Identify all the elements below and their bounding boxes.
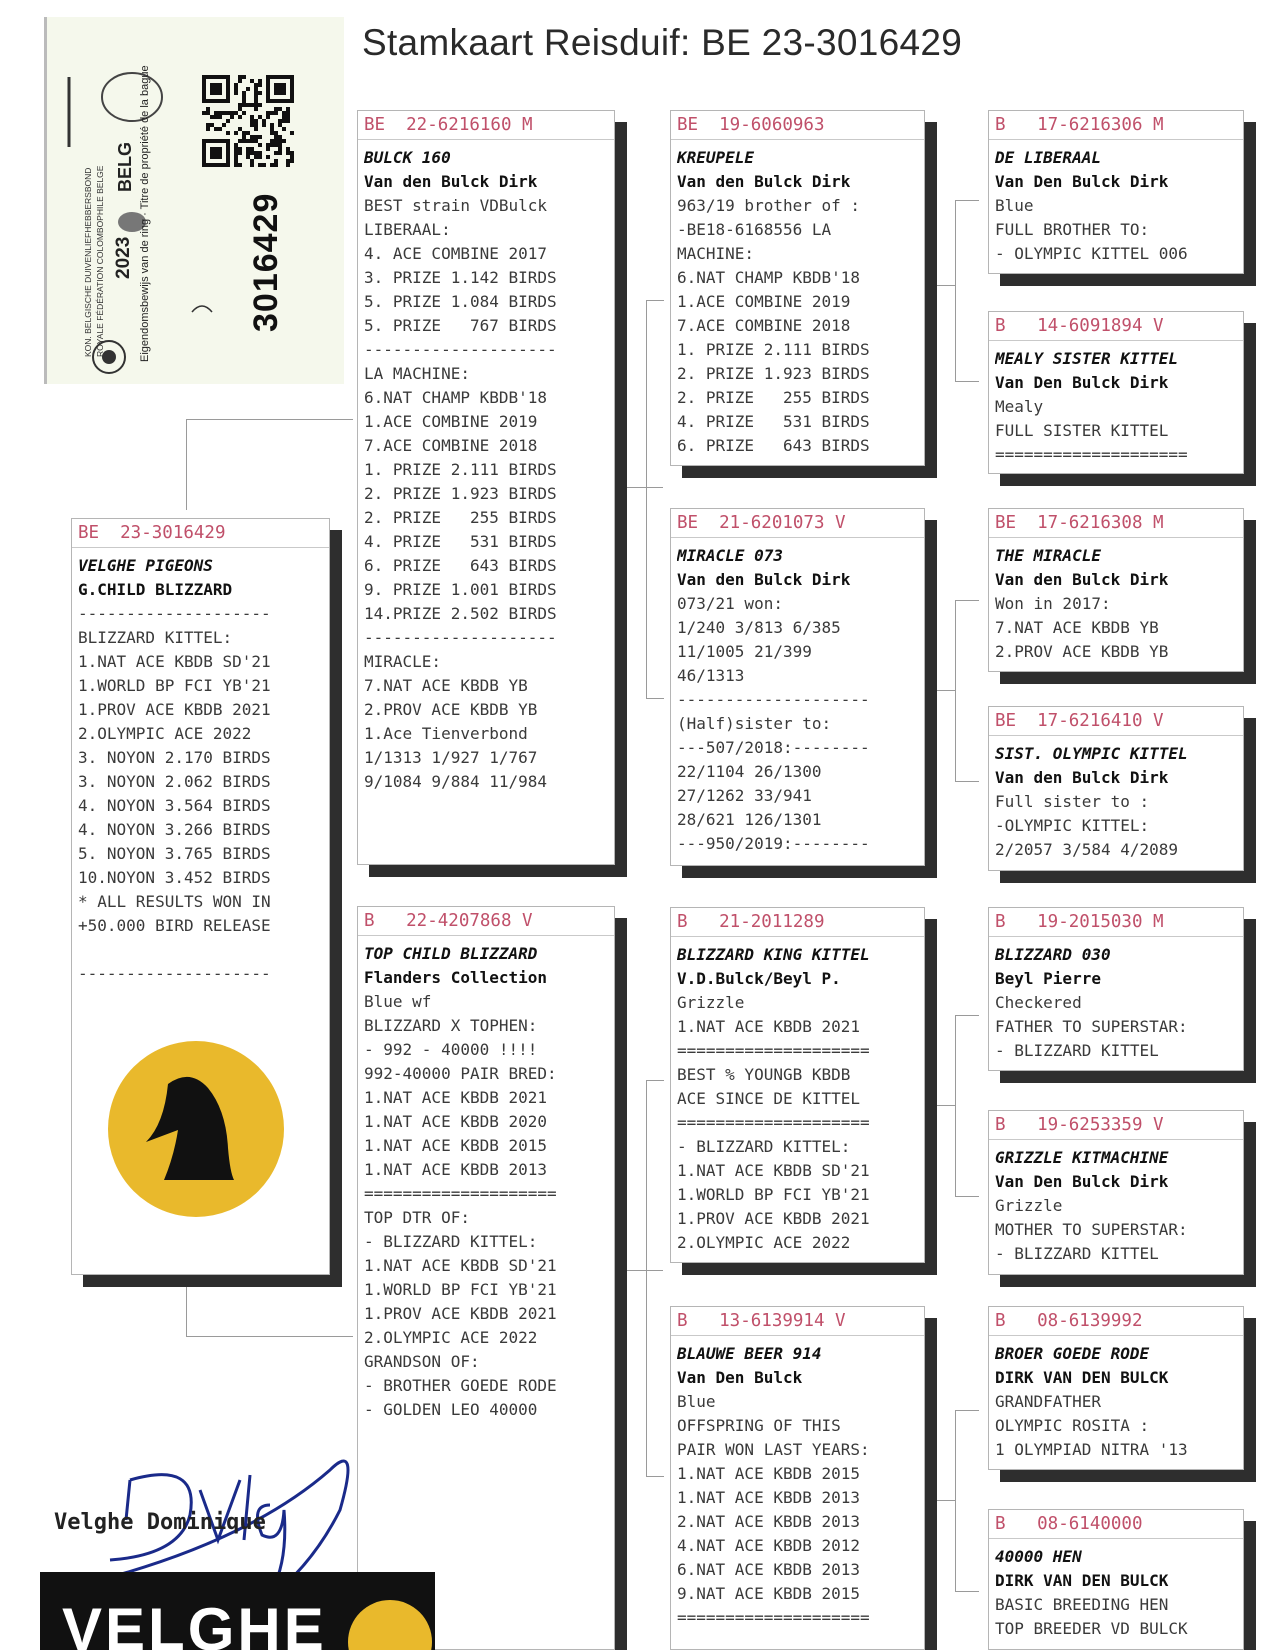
card-line: 963/19 brother of : — [677, 196, 861, 215]
card-line: 9/1084 9/884 11/984 — [364, 772, 548, 791]
pigeon-name: KREUPELE — [677, 148, 755, 167]
card-body — [989, 937, 1243, 1063]
card-body — [989, 341, 1243, 467]
card-line: LA MACHINE: — [364, 364, 470, 383]
ring-number-header: B 13-6139914 V — [671, 1307, 924, 1336]
card-line: 1. PRIZE 2.111 BIRDS — [364, 460, 557, 479]
pigeon-name: BLIZZARD KING KITTEL — [677, 945, 870, 964]
card-line: - BLIZZARD KITTEL — [995, 1041, 1159, 1060]
card-body — [989, 1336, 1243, 1462]
card-line: 1.NAT ACE KBDB SD'21 — [78, 652, 271, 671]
breeder-name: Van den Bulck Dirk — [677, 172, 851, 191]
pigeon-name: 40000 HEN — [995, 1547, 1082, 1566]
card-line: 1 OLYMPIAD NITRA '13 — [995, 1440, 1188, 1459]
card-line: 1.NAT ACE KBDB 2013 — [364, 1160, 548, 1179]
connector-ff-stem — [933, 285, 955, 287]
breeder-name: Van den Bulck Dirk — [995, 570, 1169, 589]
card-line: 1.PROV ACE KBDB 2021 — [78, 700, 271, 719]
card-line: ==================== — [364, 1184, 557, 1203]
card-line: Won in 2017: — [995, 594, 1111, 613]
card-line: 2. PRIZE 1.923 BIRDS — [677, 364, 870, 383]
card-line: 3. NOYON 2.062 BIRDS — [78, 772, 271, 791]
card-line: Full sister to : — [995, 792, 1150, 811]
card-line: Blue wf — [364, 992, 432, 1011]
card-line: 1.ACE COMBINE 2019 — [677, 292, 851, 311]
card-line: +50.000 BIRD RELEASE — [78, 916, 271, 935]
card-line: 1.WORLD BP FCI YB'21 — [78, 676, 271, 695]
card-line: 1.NAT ACE KBDB 2015 — [364, 1136, 548, 1155]
card-line: -------------------- — [677, 690, 870, 709]
ring-year: 2023 — [113, 236, 134, 279]
card-line: 2.OLYMPIC ACE 2022 — [364, 1328, 538, 1347]
pedigree-card-mother-mother — [670, 1306, 925, 1650]
signature-name: Velghe Dominique — [54, 1510, 266, 1535]
card-line: 1.WORLD BP FCI YB'21 — [677, 1185, 870, 1204]
card-line: * ALL RESULTS WON IN — [78, 892, 271, 911]
pedigree-card-mmm — [988, 1509, 1244, 1650]
card-line: 1/1313 1/927 1/767 — [364, 748, 538, 767]
connector-mf-stem — [933, 1105, 955, 1107]
card-line: ==================== — [995, 445, 1188, 464]
card-body — [358, 140, 614, 794]
card-line: -------------------- — [78, 604, 271, 623]
card-line: 2.PROV ACE KBDB YB — [995, 642, 1169, 661]
card-line: ==================== — [677, 1113, 870, 1132]
ring-number-header: B 17-6216306 M — [989, 111, 1243, 140]
card-line: 2.OLYMPIC ACE 2022 — [677, 1233, 851, 1252]
card-line: 2.PROV ACE KBDB YB — [364, 700, 538, 719]
card-line: ==================== — [677, 1041, 870, 1060]
card-line: ---950/2019:-------- — [677, 834, 870, 853]
breeder-name: Van Den Bulck Dirk — [995, 1172, 1169, 1191]
card-line: -------------------- — [364, 628, 557, 647]
ring-number: 3016429 — [247, 192, 285, 332]
ring-certificate — [44, 17, 344, 384]
page-title: Stamkaart Reisduif: BE 23-3016429 — [362, 22, 963, 63]
pedigree-card-mfm — [988, 1110, 1244, 1275]
card-line: 22/1104 26/1300 — [677, 762, 822, 781]
card-body — [989, 736, 1243, 862]
card-line: TOP DTR OF: — [364, 1208, 470, 1227]
card-line: 28/621 126/1301 — [677, 810, 822, 829]
card-line: - BLIZZARD KITTEL — [995, 1244, 1159, 1263]
card-body — [989, 1140, 1243, 1266]
pedigree-card-father — [357, 110, 615, 865]
connector-father-parents — [646, 300, 664, 699]
card-line: MACHINE: — [677, 244, 755, 263]
pigeon-name: BLIZZARD 030 — [995, 945, 1111, 964]
pedigree-card-mff — [988, 907, 1244, 1071]
card-line — [78, 938, 323, 962]
card-line: 2.NAT ACE KBDB 2013 — [677, 1512, 861, 1531]
card-line: Grizzle — [677, 993, 745, 1012]
card-line: FULL SISTER KITTEL — [995, 421, 1169, 440]
card-line: -BE18-6168556 LA — [677, 220, 832, 239]
pigeon-name: GRIZZLE KITMACHINE — [995, 1148, 1169, 1167]
card-line: 7.NAT ACE KBDB YB — [995, 618, 1159, 637]
card-line: MIRACLE: — [364, 652, 442, 671]
ring-number-header: B 08-6139992 — [989, 1307, 1243, 1336]
card-line: 1.PROV ACE KBDB 2021 — [364, 1304, 557, 1323]
breeder-name: V.D.Bulck/Beyl P. — [677, 969, 841, 988]
connector-fm-stem — [933, 690, 955, 692]
card-line: 3. NOYON 2.170 BIRDS — [78, 748, 271, 767]
pedigree-card-father-father — [670, 110, 925, 466]
ring-issuer-line2: ROYALE FÉDÉRATION COLOMBOPHILE BELGE — [95, 165, 105, 357]
card-line: 7.ACE COMBINE 2018 — [677, 316, 851, 335]
connector-mf-parents — [955, 1015, 979, 1197]
connector-mm-stem — [933, 1500, 955, 1502]
ring-issuer-line1: KON. BELGISCHE DUIVENLIEFHEBBERSBOND — [83, 167, 93, 357]
card-line: 5. NOYON 3.765 BIRDS — [78, 844, 271, 863]
card-line: BLIZZARD KITTEL: — [78, 628, 233, 647]
card-line: 2/2057 3/584 4/2089 — [995, 840, 1179, 859]
pigeon-name: DE LIBERAAL — [995, 148, 1101, 167]
card-line: 4. NOYON 3.564 BIRDS — [78, 796, 271, 815]
pedigree-card-fmf — [988, 508, 1244, 672]
card-line: OFFSPRING OF THIS — [677, 1416, 841, 1435]
breeder-name: G.CHILD BLIZZARD — [78, 580, 233, 599]
ring-number-header: BE 19-6060963 — [671, 111, 924, 140]
pedigree-card-subject — [71, 518, 330, 1275]
card-line: 14.PRIZE 2.502 BIRDS — [364, 604, 557, 623]
card-line: FATHER TO SUPERSTAR: — [995, 1017, 1188, 1036]
card-line: 2.OLYMPIC ACE 2022 — [78, 724, 252, 743]
card-line: ACE SINCE DE KITTEL — [677, 1089, 861, 1108]
pigeon-name: VELGHE PIGEONS — [78, 556, 213, 575]
breeder-name: Van Den Bulck Dirk — [995, 373, 1169, 392]
pigeon-name: BULCK 160 — [364, 148, 451, 167]
card-line: 1.WORLD BP FCI YB'21 — [364, 1280, 557, 1299]
card-line: 4. ACE COMBINE 2017 — [364, 244, 548, 263]
card-line: 1/240 3/813 6/385 — [677, 618, 841, 637]
ring-number-header: BE 22-6216160 M — [358, 111, 614, 140]
card-body — [671, 538, 924, 856]
pigeon-name: TOP CHILD BLIZZARD — [364, 944, 538, 963]
ring-number-header: BE 21-6201073 V — [671, 509, 924, 538]
ring-ownership-text: Eigendomsbewijs van de ring · Titre de propriété de la bague — [139, 65, 151, 362]
breeder-name: Van Den Bulck — [677, 1368, 803, 1387]
card-line: LIBERAAL: — [364, 220, 451, 239]
card-line: BEST strain VDBulck — [364, 196, 548, 215]
breeder-name: Van den Bulck Dirk — [364, 172, 538, 191]
card-line: 5. PRIZE 767 BIRDS — [364, 316, 557, 335]
connector-fm-parents — [955, 600, 979, 782]
card-line: ---507/2018:-------- — [677, 738, 870, 757]
card-line: - BLIZZARD KITTEL: — [364, 1232, 538, 1251]
card-line: 1.NAT ACE KBDB 2021 — [364, 1088, 548, 1107]
card-line: PAIR WON LAST YEARS: — [677, 1440, 870, 1459]
card-line: 9.NAT ACE KBDB 2015 — [677, 1584, 861, 1603]
card-line: Mealy — [995, 397, 1044, 416]
card-line: 992-40000 PAIR BRED: — [364, 1064, 557, 1083]
pigeon-logo-icon — [106, 1039, 286, 1219]
card-line: - 992 - 40000 !!!! — [364, 1040, 538, 1059]
card-line: -------------------- — [78, 964, 271, 983]
ring-number-header: B 14-6091894 V — [989, 312, 1243, 341]
card-line: 1.Ace Tienverbond — [364, 724, 528, 743]
velghe-logo — [40, 1572, 435, 1650]
ring-number-header: BE 23-3016429 — [72, 519, 329, 548]
card-body — [671, 140, 924, 458]
breeder-name: DIRK VAN DEN BULCK — [995, 1571, 1169, 1590]
card-line: 5. PRIZE 1.084 BIRDS — [364, 292, 557, 311]
pedigree-card-mmf — [988, 1306, 1244, 1470]
card-line: 1. PRIZE 2.111 BIRDS — [677, 340, 870, 359]
card-line: 4. PRIZE 531 BIRDS — [364, 532, 557, 551]
card-line: 11/1005 21/399 — [677, 642, 812, 661]
breeder-name: Van den Bulck Dirk — [677, 570, 851, 589]
ring-number-header: B 08-6140000 — [989, 1510, 1243, 1539]
card-line: 1.NAT ACE KBDB 2021 — [677, 1017, 861, 1036]
card-line: 6. PRIZE 643 BIRDS — [364, 556, 557, 575]
card-line: - OLYMPIC KITTEL 006 — [995, 244, 1188, 263]
card-line: 1.NAT ACE KBDB SD'21 — [364, 1256, 557, 1275]
card-line: (Half)sister to: — [677, 714, 832, 733]
card-line: 4. NOYON 3.266 BIRDS — [78, 820, 271, 839]
qr-code-icon — [202, 75, 296, 167]
ring-number-header: B 21-2011289 — [671, 908, 924, 937]
breeder-name: Flanders Collection — [364, 968, 548, 987]
card-line: 7.ACE COMBINE 2018 — [364, 436, 538, 455]
breeder-name: Van Den Bulck Dirk — [995, 172, 1169, 191]
card-line: 27/1262 33/941 — [677, 786, 812, 805]
card-line: 1.NAT ACE KBDB 2020 — [364, 1112, 548, 1131]
card-line: 6. PRIZE 643 BIRDS — [677, 436, 870, 455]
card-line: 7.NAT ACE KBDB YB — [364, 676, 528, 695]
card-body — [671, 937, 924, 1255]
ring-number-header: B 19-6253359 V — [989, 1111, 1243, 1140]
breeder-name: Van den Bulck Dirk — [995, 768, 1169, 787]
card-line: MOTHER TO SUPERSTAR: — [995, 1220, 1188, 1239]
pedigree-card-fff — [988, 110, 1244, 274]
connector-mother-parents — [646, 1080, 664, 1477]
card-line: Checkered — [995, 993, 1082, 1012]
card-line: 2. PRIZE 1.923 BIRDS — [364, 484, 557, 503]
card-line: 3. PRIZE 1.142 BIRDS — [364, 268, 557, 287]
card-line: OLYMPIC ROSITA : — [995, 1416, 1150, 1435]
card-body — [671, 1336, 924, 1630]
breeder-name: Beyl Pierre — [995, 969, 1101, 988]
card-body — [72, 548, 329, 986]
pigeon-name: THE MIRACLE — [995, 546, 1101, 565]
card-line: Blue — [677, 1392, 716, 1411]
logo-text: VELGHE — [62, 1596, 327, 1650]
card-line: GRANDFATHER — [995, 1392, 1101, 1411]
connector-subject-father — [186, 419, 353, 510]
ring-number-header: BE 17-6216308 M — [989, 509, 1243, 538]
pigeon-name: BLAUWE BEER 914 — [677, 1344, 822, 1363]
card-line: 1.ACE COMBINE 2019 — [364, 412, 538, 431]
pedigree-card-mother — [357, 906, 615, 1650]
card-line: Blue — [995, 196, 1034, 215]
connector-ff-parents — [955, 200, 979, 382]
ring-country: BELG — [115, 141, 135, 192]
card-line: 1.NAT ACE KBDB 2013 — [677, 1488, 861, 1507]
card-line: - GOLDEN LEO 40000 — [364, 1400, 538, 1419]
breeder-name: DIRK VAN DEN BULCK — [995, 1368, 1169, 1387]
card-line: BEST % YOUNGB KBDB — [677, 1065, 851, 1084]
card-line: BLIZZARD X TOPHEN: — [364, 1016, 538, 1035]
card-body — [989, 538, 1243, 664]
pigeon-name: MIRACLE 073 — [677, 546, 783, 565]
pedigree-card-ffm — [988, 311, 1244, 474]
card-line: 2. PRIZE 255 BIRDS — [364, 508, 557, 527]
card-line: 2. PRIZE 255 BIRDS — [677, 388, 870, 407]
card-body — [989, 1539, 1243, 1641]
pigeon-name: BROER GOEDE RODE — [995, 1344, 1150, 1363]
card-line: 073/21 won: — [677, 594, 783, 613]
card-line: - BROTHER GOEDE RODE — [364, 1376, 557, 1395]
card-line: -------------------- — [364, 340, 557, 359]
pedigree-card-father-mother — [670, 508, 925, 866]
card-body — [989, 140, 1243, 266]
card-line: BASIC BREEDING HEN — [995, 1595, 1169, 1614]
card-line: 1.NAT ACE KBDB 2015 — [677, 1464, 861, 1483]
card-line: ==================== — [677, 1608, 870, 1627]
logo-circle-icon — [345, 1572, 435, 1650]
pedigree-card-mother-father — [670, 907, 925, 1263]
card-line: -OLYMPIC KITTEL: — [995, 816, 1150, 835]
card-line: Grizzle — [995, 1196, 1063, 1215]
ring-number-header: B 22-4207868 V — [358, 907, 614, 936]
ring-number-header: B 19-2015030 M — [989, 908, 1243, 937]
card-line: 1.NAT ACE KBDB SD'21 — [677, 1161, 870, 1180]
ring-number-header: BE 17-6216410 V — [989, 707, 1243, 736]
pigeon-name: MEALY SISTER KITTEL — [995, 349, 1179, 368]
card-line: - BLIZZARD KITTEL: — [677, 1137, 851, 1156]
card-line: 6.NAT CHAMP KBDB'18 — [364, 388, 548, 407]
card-line: 9. PRIZE 1.001 BIRDS — [364, 580, 557, 599]
card-line: GRANDSON OF: — [364, 1352, 480, 1371]
card-line: 6.NAT CHAMP KBDB'18 — [677, 268, 861, 287]
card-line: 46/1313 — [677, 666, 745, 685]
card-line: 10.NOYON 3.452 BIRDS — [78, 868, 271, 887]
card-line: FULL BROTHER TO: — [995, 220, 1150, 239]
card-line: 1.PROV ACE KBDB 2021 — [677, 1209, 870, 1228]
card-line: TOP BREEDER VD BULCK — [995, 1619, 1188, 1638]
card-line: 4.NAT ACE KBDB 2012 — [677, 1536, 861, 1555]
card-body — [358, 936, 614, 1422]
card-line: 4. PRIZE 531 BIRDS — [677, 412, 870, 431]
pedigree-card-fmm — [988, 706, 1244, 871]
card-line: 6.NAT ACE KBDB 2013 — [677, 1560, 861, 1579]
connector-mm-parents — [955, 1410, 979, 1592]
pigeon-name: SIST. OLYMPIC KITTEL — [995, 744, 1188, 763]
